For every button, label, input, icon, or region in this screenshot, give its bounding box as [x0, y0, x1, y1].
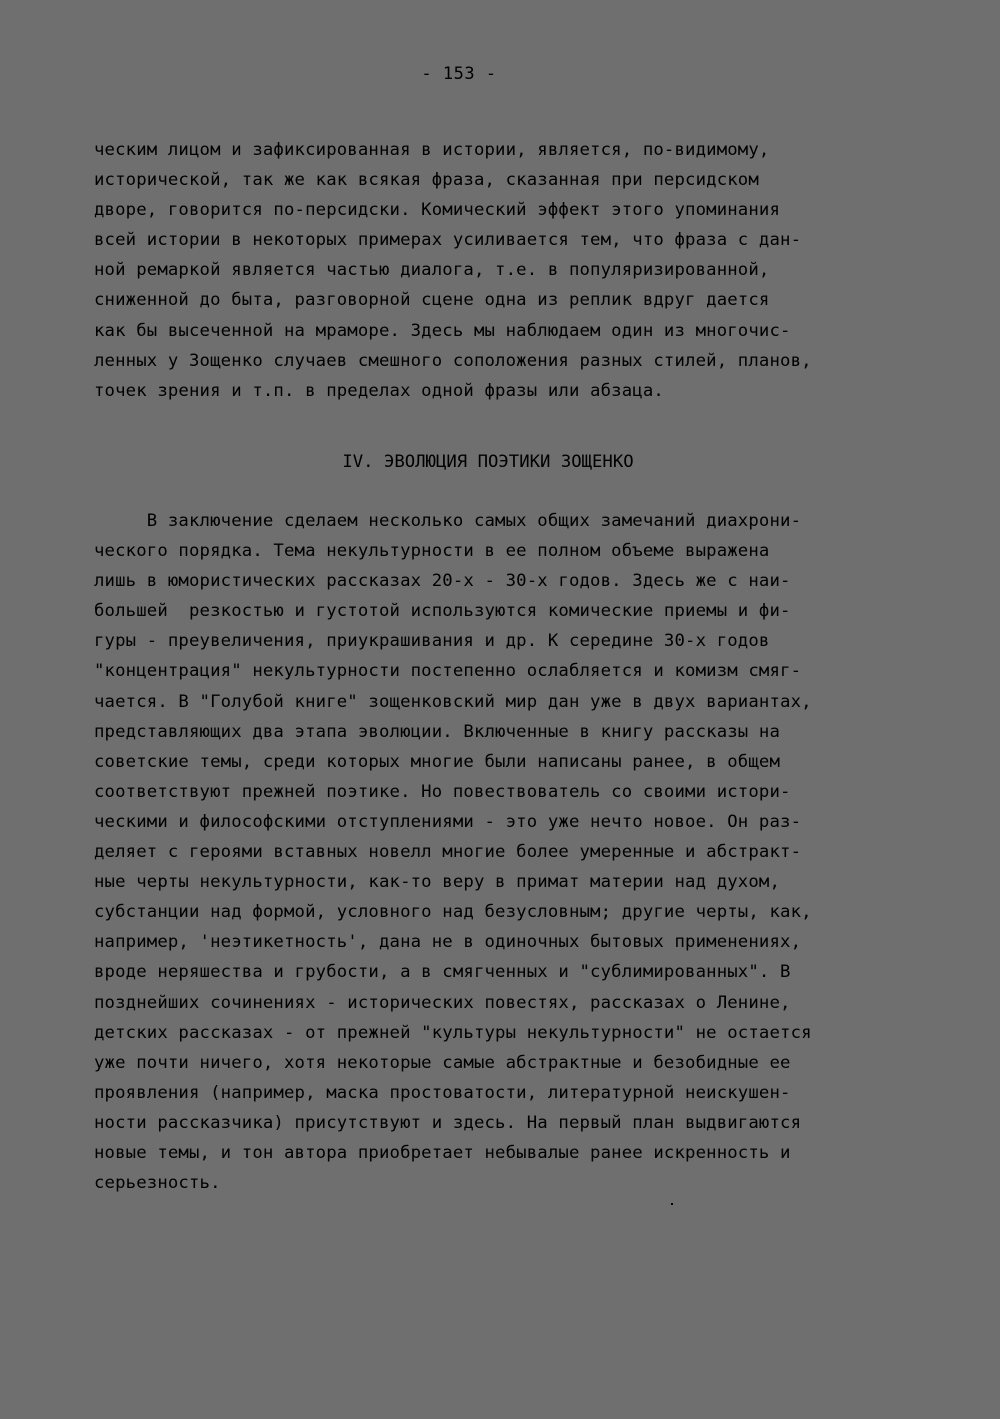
text-line: представляющих два этапа эволюции. Включенные в книгу рассказы на: [94, 721, 781, 742]
text-line: В заключение сделаем несколько самых общих замечаний диахрони-: [94, 511, 802, 531]
text-line: деляет с героями вставных новелл многие более умеренные и абстракт-: [94, 842, 802, 863]
text-line: советские темы, среди которых многие были написаны ранее, в общем: [94, 751, 781, 772]
text-line: большей резкостью и густотой используются комические приемы и фи-: [94, 601, 791, 622]
text-line: чается. В "Голубой книге" зощенковский мир дан уже в двух вариантах,: [94, 691, 812, 712]
text-line: вроде неряшества и грубости, а в смягченных и "сублимированных". В: [94, 962, 791, 983]
text-line: ной ремаркой является частью диалога, т.е. в популяризированной,: [94, 260, 770, 281]
section-heading: IV. ЭВОЛЮЦИЯ ПОЭТИКИ ЗОЩЕНКО: [342, 452, 634, 472]
text-line: дворе, говорится по-персидски. Комический эффект этого упоминания: [94, 200, 781, 221]
text-line: соответствуют прежней поэтике. Но повествователь со своими истори-: [94, 781, 791, 802]
text-line: уже почти ничего, хотя некоторые самые абстрактные и безобидные ее: [94, 1052, 791, 1073]
text-line: гуры - преувеличения, приукрашивания и др. К середине 30-х годов: [94, 631, 770, 652]
text-line: проявления (например, маска простоватости, литературной неискушен-: [94, 1082, 791, 1103]
text-line: детских рассказах - от прежней "культуры некультурности" не остается: [94, 1022, 812, 1043]
text-line: ческими и философскими отступлениями - это уже нечто новое. Он раз-: [94, 811, 802, 832]
text-line: субстанции над формой, условного над безусловным; другие черты, как,: [94, 902, 812, 923]
page-number: - 153 -: [421, 64, 497, 84]
scan-speck: [671, 1203, 673, 1205]
text-line: позднейших сочинениях - исторических повестях, рассказах о Ленине,: [94, 992, 791, 1013]
text-line: серьезность.: [94, 1173, 221, 1194]
text-line: новые темы, и тон автора приобретает небывалые ранее искренность и: [94, 1142, 791, 1163]
text-line: как бы высеченной на мраморе. Здесь мы наблюдаем один из многочис-: [94, 320, 791, 341]
paragraph-continuation: [94, 135, 924, 406]
text-line: ленных у Зощенко случаев смешного соположения разных стилей, планов,: [94, 350, 812, 371]
text-line: ческого порядка. Тема некультурности в ее полном объеме выражена: [94, 541, 770, 562]
text-line: точек зрения и т.п. в пределах одной фразы или абзаца.: [94, 380, 664, 401]
text-line: исторической, так же как всякая фраза, сказанная при персидском: [94, 170, 759, 191]
paragraph-evolution: [94, 506, 924, 1198]
text-line: ности рассказчика) присутствуют и здесь. На первый план выдвигаются: [94, 1112, 802, 1133]
text-line: лишь в юмористических рассказах 20-х - 30-х годов. Здесь же с наи-: [94, 571, 791, 592]
text-line: ные черты некультурности, как-то веру в примат материи над духом,: [94, 872, 781, 893]
text-line: сниженной до быта, разговорной сцене одна из реплик вдруг дается: [94, 290, 770, 311]
text-line: например, 'неэтикетность', дана не в одиночных бытовых применениях,: [94, 932, 802, 953]
text-line: ческим лицом и зафиксированная в истории, является, по-видимому,: [94, 140, 770, 160]
text-line: всей истории в некоторых примерах усиливается тем, что фраза с дан-: [94, 230, 802, 251]
text-line: "концентрация" некультурности постепенно ослабляется и комизм смяг-: [94, 661, 802, 682]
